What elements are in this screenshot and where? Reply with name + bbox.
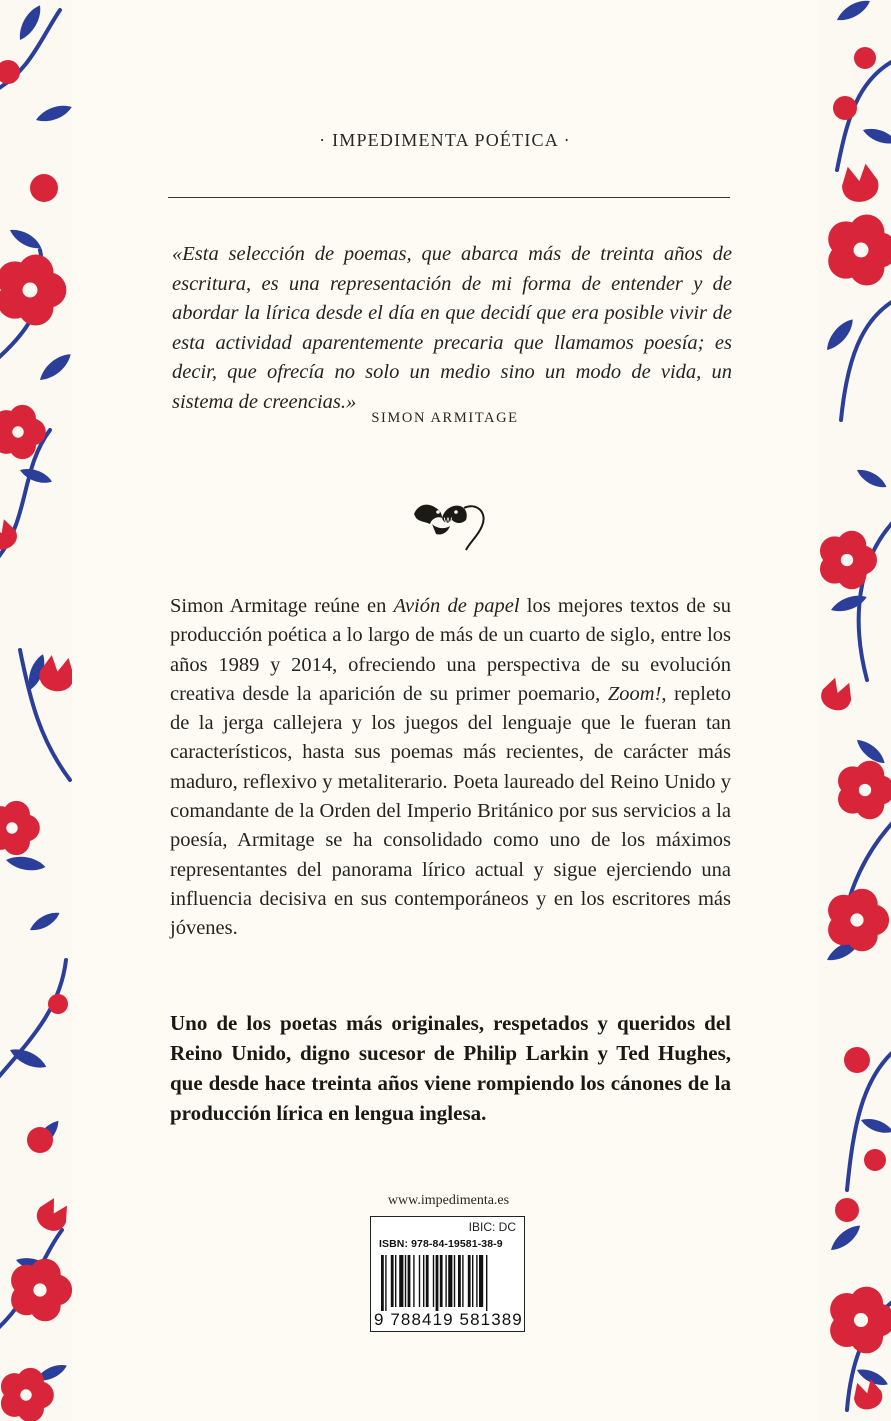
barcode-bar: [385, 1255, 386, 1311]
floral-pattern-right: [817, 0, 891, 1421]
barcode-bar: [408, 1255, 411, 1307]
leaf-shape: [27, 908, 62, 934]
barcode-bar: [433, 1255, 434, 1307]
barcode-bar: [419, 1255, 420, 1307]
quote-author: SIMON ARMITAGE: [371, 410, 519, 426]
leaf-shape: [5, 854, 47, 873]
author-quote: «Esta selección de poemas, que abarca más de treinta años de escritura, es una representación de mi forma de entender y de abordar la lírica desde el día en que decidí que era posible vivir de esta actividad aparentemente precaria que llamamos poesía; es decir, que ofrecía no solo un medio sino un modo de vida, un sistema de creencias.»: [172, 243, 732, 413]
barcode-bar: [462, 1255, 463, 1307]
description-part-3: , repleto de la jerga callejera y los juegos del lenguaje que le fueran tan característicos, hasta sus poemas más recientes, de carácter más maduro, reflexivo y metaliterario. Poeta laureado del Reino Unido y comandante de la Orden del Imperio Británico por sus servicios a la poesía, Armitage se ha consolidado como uno de los máximos representantes del panorama lírico actual y sigue ejerciendo una influencia decisiva en sus contemporáneos y en los escritores más jóvenes.: [170, 682, 732, 940]
berry-shape: [27, 1127, 53, 1153]
berry-shape: [833, 96, 857, 120]
flower-shape: [820, 531, 877, 589]
leaf-shape: [834, 0, 873, 25]
flower-shape: [828, 215, 891, 286]
berry-shape: [864, 1149, 886, 1171]
leaf-shape: [854, 465, 889, 491]
berry-shape: [835, 1198, 859, 1222]
barcode-bar: [468, 1255, 471, 1307]
barcode-bar: [458, 1255, 461, 1307]
isbn-number: ISBN: 978-84-19581-38-9: [379, 1238, 503, 1250]
tagline: Uno de los poetas más originales, respetados y queridos del Reino Unido, digno sucesor de Philip Larkin y Ted Hughes, que desde hace treinta años viene rompiendo los cánones de la producción lírica en lengua inglesa.: [170, 1011, 731, 1125]
berry-shape: [30, 174, 58, 202]
flower-shape: [0, 255, 66, 326]
stem-shape: [841, 300, 891, 420]
barcode-bar: [391, 1255, 394, 1307]
divider-rule: [168, 197, 730, 198]
barcode-bar: [440, 1255, 443, 1307]
publisher-emblem-icon: [408, 480, 488, 560]
description-part-1: Simon Armitage reúne en: [170, 595, 394, 617]
barcode-bars: [381, 1255, 515, 1311]
flower-shape: [828, 889, 889, 952]
flower-shape: [11, 1259, 72, 1322]
leaf-shape: [827, 1221, 864, 1255]
leaf-shape: [34, 101, 72, 125]
barcode-bar: [395, 1255, 396, 1307]
book-description: [170, 592, 731, 944]
tulip-shape: [817, 675, 856, 714]
ibic-code: IBIC: DC: [468, 1220, 516, 1234]
berry-shape: [48, 994, 68, 1014]
barcode-box: [370, 1216, 525, 1332]
floral-pattern-left: [0, 0, 72, 1421]
floral-border-left: [0, 0, 72, 1421]
tulip-shape: [839, 162, 881, 205]
leaf-shape: [829, 591, 869, 615]
barcode-bar: [486, 1255, 487, 1311]
tulip-shape: [32, 1194, 72, 1236]
leaf-shape: [861, 125, 891, 148]
flower-shape: [838, 761, 891, 819]
barcode-bar: [413, 1255, 414, 1307]
series-title: · IMPEDIMENTA POÉTICA ·: [319, 130, 571, 150]
publisher-website[interactable]: www.impedimenta.es: [387, 1193, 510, 1208]
barcode-bar: [448, 1255, 452, 1307]
barcode-bar: [423, 1255, 424, 1307]
barcode-bar: [381, 1255, 384, 1311]
svg-text:W: W: [443, 517, 453, 527]
leaf-shape: [36, 349, 72, 384]
barcode-bar: [399, 1255, 403, 1307]
barcode-bar: [436, 1255, 439, 1311]
leaf-shape: [18, 465, 54, 487]
leaf-shape: [822, 315, 857, 354]
floral-border-right: [817, 0, 891, 1421]
leaf-shape: [15, 2, 46, 43]
flower-shape: [830, 1287, 891, 1354]
barcode-bar: [426, 1255, 429, 1307]
berry-shape: [854, 47, 876, 69]
barcode-bar: [476, 1255, 477, 1307]
description-part-2: los mejores textos de su producción poética a lo largo de más de un cuarto de siglo, entre los años 1989 y 2014, ofreciendo una perspectiva de su evolución creativa desde la aparición de su primer poemario,: [170, 595, 731, 705]
flower-shape: [0, 801, 40, 855]
barcode-digits: 9 788419 581389: [374, 1310, 523, 1329]
barcode-bar: [479, 1255, 483, 1307]
barcode-bar: [445, 1255, 446, 1307]
book-title: Avión de papel: [393, 595, 520, 617]
leaf-shape: [859, 1115, 891, 1137]
berry-shape: [844, 1047, 870, 1073]
barcode-bar: [405, 1255, 406, 1307]
barcode-bar: [454, 1255, 455, 1307]
berry-shape: [0, 60, 20, 84]
barcode-bar: [472, 1255, 473, 1307]
first-book-title: Zoom!: [607, 682, 662, 705]
